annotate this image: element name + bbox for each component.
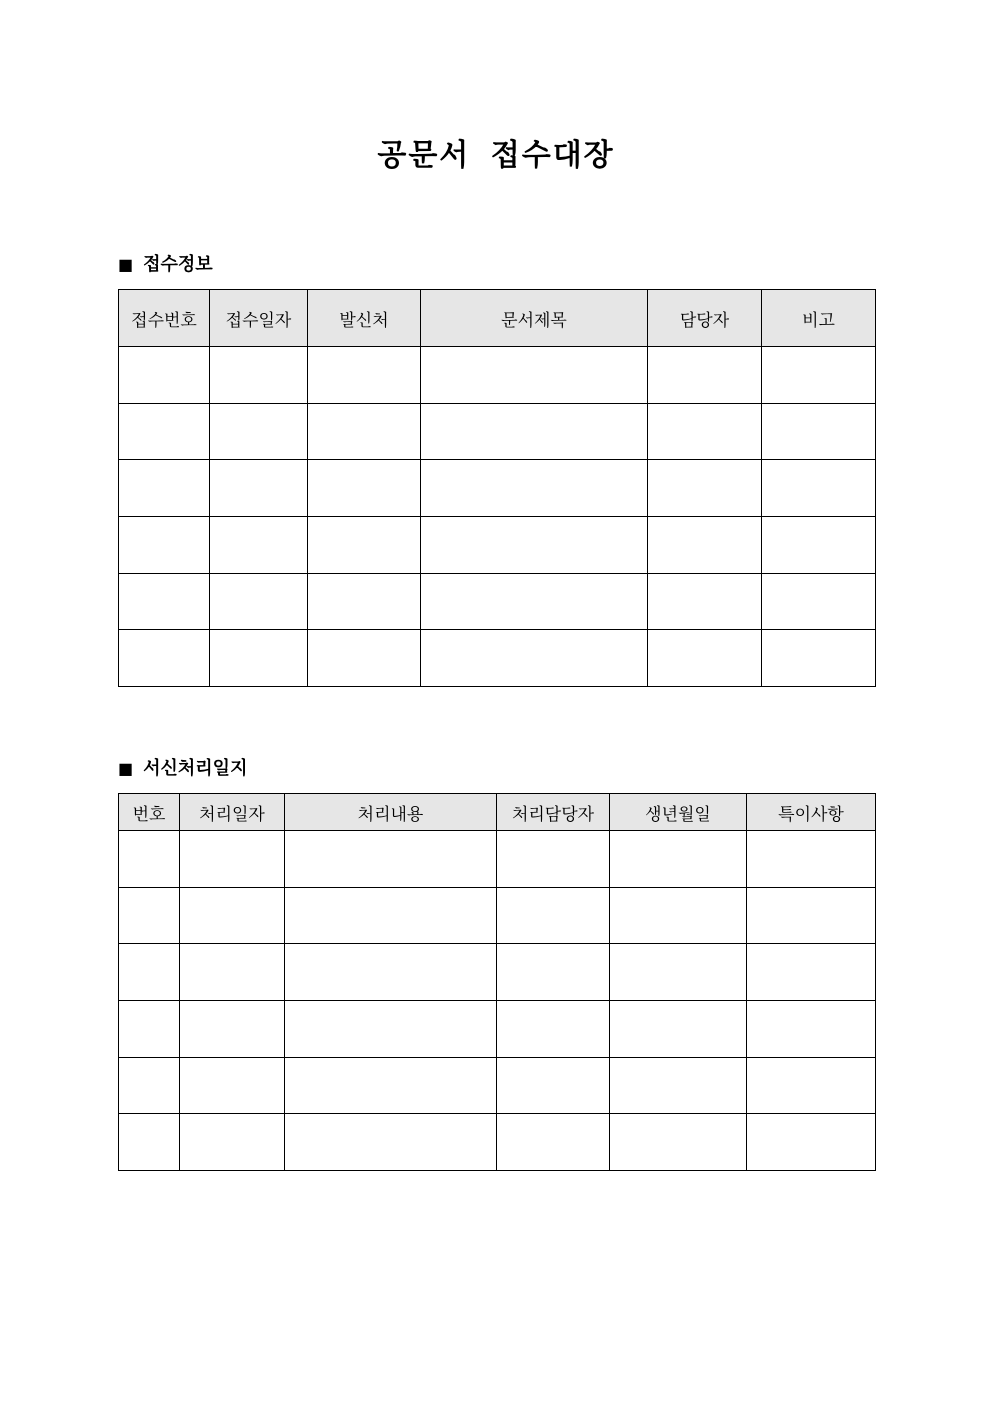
table-cell[interactable] xyxy=(210,573,308,630)
table-cell[interactable] xyxy=(648,347,762,404)
table-cell[interactable] xyxy=(308,517,421,574)
table-cell[interactable] xyxy=(285,887,497,944)
table-cell[interactable] xyxy=(210,347,308,404)
table-cell[interactable] xyxy=(497,887,610,944)
table-cell[interactable] xyxy=(285,1001,497,1058)
table-cell[interactable] xyxy=(762,630,876,687)
table-cell[interactable] xyxy=(308,460,421,517)
table-cell[interactable] xyxy=(497,831,610,888)
column-header-special-notes: 특이사항 xyxy=(747,794,876,831)
square-bullet-icon: ■ xyxy=(118,759,134,778)
column-header-processing-manager: 처리담당자 xyxy=(497,794,610,831)
table-cell[interactable] xyxy=(308,630,421,687)
table-cell[interactable] xyxy=(210,517,308,574)
receipt-info-table xyxy=(118,289,876,687)
document-title: 공문서 접수대장 xyxy=(377,138,615,173)
table-cell[interactable] xyxy=(610,944,747,1001)
column-header-document-title: 문서제목 xyxy=(421,290,648,347)
table-row xyxy=(119,460,876,517)
table-row xyxy=(119,1114,876,1171)
table-cell[interactable] xyxy=(610,1114,747,1171)
section-heading-label: 서신처리일지 xyxy=(143,758,248,779)
table-cell[interactable] xyxy=(308,347,421,404)
table-cell[interactable] xyxy=(648,573,762,630)
section-heading-label: 접수정보 xyxy=(143,254,213,275)
table-row xyxy=(119,831,876,888)
table-cell[interactable] xyxy=(747,944,876,1001)
table-cell[interactable] xyxy=(180,1001,285,1058)
table-cell[interactable] xyxy=(119,1057,180,1114)
table-row xyxy=(119,517,876,574)
column-header-remarks: 비고 xyxy=(762,290,876,347)
table-cell[interactable] xyxy=(210,630,308,687)
table-cell[interactable] xyxy=(762,573,876,630)
table-cell[interactable] xyxy=(421,460,648,517)
table-cell[interactable] xyxy=(285,1057,497,1114)
table-cell[interactable] xyxy=(421,517,648,574)
table-cell[interactable] xyxy=(285,831,497,888)
square-bullet-icon: ■ xyxy=(118,255,134,274)
table-cell[interactable] xyxy=(648,460,762,517)
column-header-receipt-date: 접수일자 xyxy=(210,290,308,347)
table-cell[interactable] xyxy=(421,630,648,687)
table-cell[interactable] xyxy=(610,1057,747,1114)
table-row xyxy=(119,887,876,944)
table-cell[interactable] xyxy=(421,347,648,404)
table-cell[interactable] xyxy=(119,517,210,574)
section-heading-processing xyxy=(118,757,247,781)
column-header-receipt-number: 접수번호 xyxy=(119,290,210,347)
table-cell[interactable] xyxy=(210,460,308,517)
table-row xyxy=(119,347,876,404)
table-cell[interactable] xyxy=(648,403,762,460)
table-cell[interactable] xyxy=(180,887,285,944)
table-cell[interactable] xyxy=(747,1001,876,1058)
column-header-sender: 발신처 xyxy=(308,290,421,347)
table-cell[interactable] xyxy=(180,944,285,1001)
table-cell[interactable] xyxy=(308,573,421,630)
column-header-processing-date: 처리일자 xyxy=(180,794,285,831)
table-row xyxy=(119,1001,876,1058)
table-cell[interactable] xyxy=(119,1114,180,1171)
table-row xyxy=(119,630,876,687)
table-cell[interactable] xyxy=(762,517,876,574)
table-cell[interactable] xyxy=(285,1114,497,1171)
table-row xyxy=(119,573,876,630)
table-cell[interactable] xyxy=(308,403,421,460)
table-cell[interactable] xyxy=(747,1114,876,1171)
table-cell[interactable] xyxy=(648,517,762,574)
table-cell[interactable] xyxy=(747,887,876,944)
table-cell[interactable] xyxy=(119,573,210,630)
letter-processing-log-table xyxy=(118,793,876,1171)
table-header-row xyxy=(119,794,876,831)
column-header-person-in-charge: 담당자 xyxy=(648,290,762,347)
table-cell[interactable] xyxy=(119,887,180,944)
column-header-number: 번호 xyxy=(119,794,180,831)
table-row xyxy=(119,403,876,460)
table-row xyxy=(119,944,876,1001)
table-cell[interactable] xyxy=(119,831,180,888)
table-cell[interactable] xyxy=(497,1114,610,1171)
table-cell[interactable] xyxy=(747,831,876,888)
table-cell[interactable] xyxy=(210,403,308,460)
table-cell[interactable] xyxy=(119,944,180,1001)
table-cell[interactable] xyxy=(497,1057,610,1114)
table-cell[interactable] xyxy=(421,573,648,630)
table-cell[interactable] xyxy=(762,460,876,517)
table-cell[interactable] xyxy=(285,944,497,1001)
column-header-processing-details: 처리내용 xyxy=(285,794,497,831)
table-cell[interactable] xyxy=(119,630,210,687)
table-cell[interactable] xyxy=(180,1057,285,1114)
table-cell[interactable] xyxy=(497,944,610,1001)
table-cell[interactable] xyxy=(119,347,210,404)
table-cell[interactable] xyxy=(610,887,747,944)
section-heading-receipt xyxy=(118,253,213,277)
table-header-row xyxy=(119,290,876,347)
table-cell[interactable] xyxy=(421,403,648,460)
table-cell[interactable] xyxy=(762,347,876,404)
table-cell[interactable] xyxy=(119,403,210,460)
table-cell[interactable] xyxy=(119,1001,180,1058)
column-header-birth-date: 생년월일 xyxy=(610,794,747,831)
table-cell[interactable] xyxy=(747,1057,876,1114)
table-cell[interactable] xyxy=(648,630,762,687)
table-row xyxy=(119,1057,876,1114)
table-cell[interactable] xyxy=(610,831,747,888)
table-cell[interactable] xyxy=(119,460,210,517)
table-cell[interactable] xyxy=(497,1001,610,1058)
table-cell[interactable] xyxy=(762,403,876,460)
table-cell[interactable] xyxy=(180,1114,285,1171)
table-cell[interactable] xyxy=(180,831,285,888)
table-cell[interactable] xyxy=(610,1001,747,1058)
